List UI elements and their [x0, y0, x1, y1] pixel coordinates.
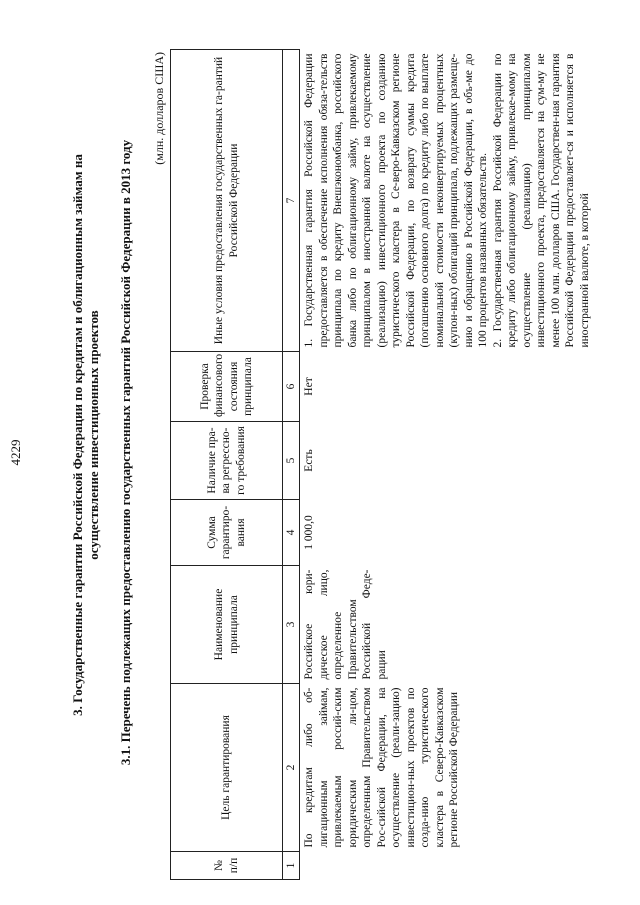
page-number: 4229 [8, 439, 23, 466]
cell-conditions [300, 50, 595, 352]
cell-number [300, 852, 595, 880]
table-header-row [171, 50, 283, 880]
header-conditions: Иные условия предоставления государственных га-рантий Российской Федерации [171, 50, 283, 352]
units-note: (млн. долларов США) [152, 52, 166, 165]
column-number: 3 [283, 566, 300, 684]
header-principal: Наименование принципала [171, 566, 283, 684]
header-regress: Наличие пра-ва регрессно-го требования [171, 422, 283, 500]
header-check: Проверка финансового состояния принципала [171, 352, 283, 422]
cell-check: Нет [300, 352, 595, 422]
column-number-row [283, 50, 300, 880]
table-row [300, 50, 595, 880]
header-amount: Сумма гарантиро-вания [171, 500, 283, 566]
subsection-title: 3.1. Перечень подлежащих предоставлению государственных гарантий Российской Федерации в 2013 году [118, 139, 133, 766]
header-purpose: Цель гарантирования [171, 684, 283, 852]
section-title: 3. Государственные гарантии Российской Федерации по кредитам и облигационным займам на осуществление инвестиционных проектов [70, 154, 101, 716]
condition-paragraph: 1. Государственная гарантия Российской Федерации предоставляется в обеспечение исполнения обяза-тельств принципала по кредиту Внешэкономбанка, российского банка либо по облигационному займу, привлекаемому принципалом в иностранной валюте на осуществление (реализацию) инвестиционного проекта по созданию туристического кластера в Се-веро-Кавказском регионе Российской Федерации, по возврату суммы кредита (погашению основного долга) по кредиту либо по выплате номинальной стоимости неконвертируемых процентных (купон-ных) облигаций принципала, подлежащих размеще-нию и обращению в Российской Федерации, в объ-ме до 100 процентов названных обязательств. [303, 53, 489, 348]
condition-paragraph: 2. Государственная гарантия Российской Федерации по кредиту либо облигационному займу, привлекае-мому на осуществление (реализацию) принципалом инвестиционного проекта, предоставляется на сум-му не менее 100 млн. долларов США. Государствен-ная гарантия Российской Федерации предоставляет-ся и исполняется в иностранной валюте, в которой [491, 53, 591, 348]
column-number: 1 [283, 852, 300, 880]
cell-regress: Есть [300, 422, 595, 500]
column-number: 5 [283, 422, 300, 500]
column-number: 7 [283, 50, 300, 352]
cell-principal: Российское юри-дическое лицо, определенное Правительством Российской Феде-рации [300, 566, 595, 684]
column-number: 2 [283, 684, 300, 852]
cell-purpose: По кредитам либо об-лигационным займам, привлекаемым россий-ским юридическим ли-цом, определенным Правительством Рос-сийской Федерации, на осуществление (реали-зацию) инвестицион-ных проектов по созда-нию туристического кластера в Северо-Кавказском регионе Российской Федерации [300, 684, 595, 852]
column-number: 6 [283, 352, 300, 422]
header-number: № п/п [171, 852, 283, 880]
cell-amount: 1 000,0 [300, 500, 595, 566]
column-number: 4 [283, 500, 300, 566]
guarantees-table [170, 49, 594, 880]
